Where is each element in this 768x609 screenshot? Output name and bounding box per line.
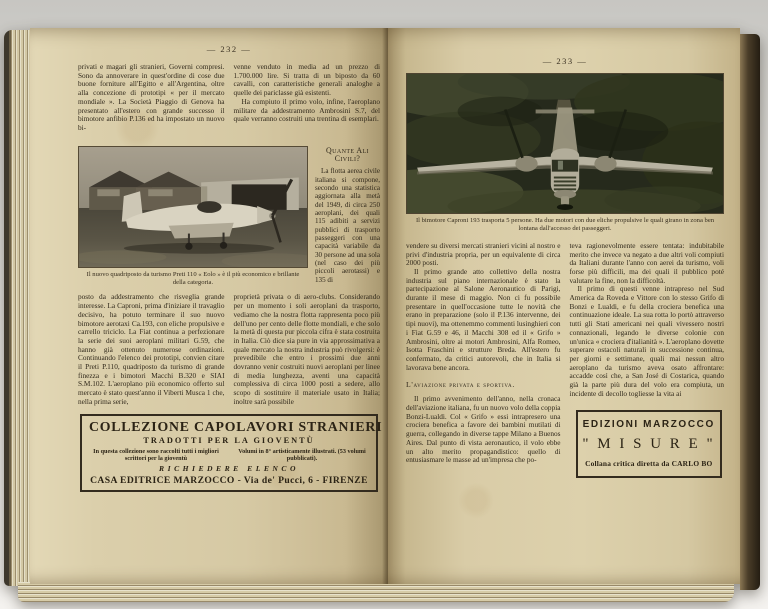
ad-misure-subtitle: Collana critica diretta da CARLO BO — [585, 459, 713, 469]
book-page-stack-left — [4, 30, 30, 586]
paragraph: venne venduto in media ad un prezzo di 1.700.000 lire. Si tratta di un biposto da 60 cavalli, con caratteristiche generali analoghe a quelle dei pariclasse già esistenti. — [233, 62, 380, 98]
open-book — [4, 22, 760, 604]
top-text-columns — [78, 63, 380, 133]
ad-box-misure — [576, 410, 723, 478]
paragraph: teva ragionevolmente essere tentata: indubitabile merito che invece va negato a due altri voli compiuti da Italiani durante l'anno con aerei da turismo, voli forse più difficili, ma dei quali il pubblico poté valutare la fine, non la difficoltà. — [569, 240, 724, 285]
bottom-column-2 — [234, 293, 381, 406]
page-233 — [388, 28, 740, 584]
ad-box-collezione — [80, 414, 383, 493]
paragraph: privati e magari gli stranieri, Governi compresi. Sono da annoverare in quest'ordine di cose due buone forniture all'Egitto e all'Argentina, oltre alla concezione di prototipi « per il mercato mondiale ». La Società Piaggio di Genova ha presentato all'estero con grande successo il bimotore anfibio P.136 ed ha impostato un nuovo bi- — [78, 62, 225, 132]
ad-collezione-subtitle: TRADOTTI PER LA GIOVENTÙ — [143, 435, 315, 445]
paragraph: posto da addestramento che risveglia grande interesse. La Caproni, prima d'iniziare il travaglio decisivo, ha potuto terminare il suo nuovo bimotore aerotaxi Ca.193, con eliche propulsive e carrello triciclo. La Fiat continua a perfezionare la serie dei suoi aeroplani militari G.59, che hanno già ottenuto numerose ordinazioni. Continuando l'elenco dei prototipi, convien citare il Preti P.110, quadriposto da turismo di grande finezza e i bimotori Macchi B.320 e SIAI S.M.102. L'aeroplano più economico offerto sul mercato è stato quest'anno il Viberti Musca 1 che, nella prima serie, — [78, 292, 225, 406]
paragraph: Il primo avvenimento dell'anno, nella cronaca dell'aviazione italiana, fu un nuovo volo della coppia Bonzi-Lualdi. Col « Grifo » essi intrapresero una crociera benefica a favore dei bambini mutilati di guerra, collegando in diverse tappe Milano a Buenos Aires. Dal punto di vista aeronautico, il volo ebbe un alto merito propagandistico: quello di entusiasmare le masse ad un'impresa che po- — [406, 394, 561, 465]
bottom-column-1 — [78, 293, 225, 406]
paragraph: vendere su diversi mercati stranieri vicini al nostro e privi d'industria propria, per un equivalente di circa 2000 posti. — [406, 240, 561, 268]
paragraph: La flotta aerea civile italiana si compone, secondo una statistica aggiornata alla metà del 1949, di circa 250 aeroplani, dei quali 115 adibiti a servizi pubblici di trasporto passeggeri con una capacità variabile da 30 persone ad una sola (nel caso dei più piccoli aerotassi) e 135 di — [315, 167, 380, 284]
top-column-1 — [78, 63, 225, 133]
page-number-232: — 232 — — [206, 44, 252, 54]
photo-caproni-193 — [406, 73, 724, 233]
photo-caption-caproni-193: Il bimotore Caproni 193 trasporta 5 persone. Ha due motori con due eliche propulsive le quali girano in zona ben lontana dall'accesso dei passeggeri. — [415, 217, 715, 232]
ad-collezione-title: COLLEZIONE CAPOLAVORI STRANIERI — [89, 418, 383, 434]
ad-collezione-note-left: In questa collezione sono raccolti tutti i migliori scrittori per la gioventù — [93, 447, 219, 462]
heading-quante-ali-civili: Quante Ali Civili? — [326, 145, 369, 163]
caproni-193-airplane-illustration — [406, 73, 724, 214]
ad-misure-title: " M I S U R E " — [582, 436, 716, 453]
paragraph: proprietà privata o di aero-clubs. Considerando per un momento i soli aeroplani da trasporto, vediamo che la nostra flotta rappresenta poco più dell'uno per cento delle flotte mondiali, e che solo la metà di questa pur piccola cifra è stata costruita in Italia. Ciò dice sia pure in via approssimativa a quale mercato la nostra industria può rivolgersi: è prevedibile che entro i prossimi due anni dovranno venir costruiti nuovi aeroplani per linee di media lunghezza, aventi una capacità complessiva di circa 1000 posti a sedere, allo scopo di sostituire il materiale usato in Italia; inoltre sarà possibile — [233, 292, 380, 406]
top-column-2 — [234, 63, 381, 133]
book-page-stack-bottom — [18, 582, 734, 602]
preti-110-airplane-illustration — [78, 146, 308, 268]
right-column-2 — [570, 242, 725, 479]
ad-misure-publisher: EDIZIONI MARZOCCO — [582, 419, 715, 431]
paragraph: Ha compiuto il primo volo, infine, l'aeroplano militare da addestramento Ambrosini S.7, del quale verranno costruiti una trentina di esemplari. — [233, 96, 380, 124]
right-column-1 — [406, 242, 561, 479]
right-text-columns — [406, 242, 724, 479]
ad-collezione-notes — [89, 448, 369, 463]
photo-and-narrow-column — [78, 146, 380, 287]
page-number-233: — 233 — — [542, 56, 588, 66]
ad-collezione-note-right: Volumi in 8° artisticamente illustrati. (53 volumi pubblicati). — [238, 447, 366, 462]
paragraph: Il primo di questi venne intrapreso nel Sud America da Roveda e Vittore con lo stesso Grifo di Bonzi e Lualdi, e fu della crociera benefica una continuazione ideale. La sua rotta lo portò attraverso tutti gli Stati americani nei quali vivessero nostri connazionali, legando le diverse colonie con un'unica « crociera d'italianità ». L'aeroplano dovette superare ostacoli naturali in successione continua, per giorni e settimane, quali mai nessun altro aeroplano da turismo aveva osato affrontare: accadde così che, a San José di Costarica, quando già la parte più dura del volo era compiuta, un incidente di decollo togliesse la vita ai — [569, 284, 724, 398]
photo-preti-110 — [78, 146, 308, 287]
paragraph: Il primo grande atto collettivo della nostra industria sul piano internazionale è stato la partecipazione al Salone Aeronautico di Parigi, durante il mese di maggio. Non ci fu possibile presentare in quell'occasione tutte le novità che erano in preparazione (solo il P.136 intervenne, dei tipi nuovi), ma ottenemmo commenti lusinghieri con i Fiat G.59 e 46, il Macchi 308 ed il « Grifo » Ambrosini, oltre ai motori Ambrosini, Alfa Romeo, Isotta Fraschini e strutture Breda. All'estero fu confermato, da critici autorevoli, che in Italia si lavorava bene ancora. — [406, 266, 561, 372]
bottom-text-columns — [78, 293, 380, 406]
photo-caption-preti-110: Il nuovo quadriposto da turismo Preti 110 « Eolo » è il più economico e brillante della categoria. — [86, 270, 300, 286]
ad-collezione-publisher: CASA EDITRICE MARZOCCO - Via de' Pucci, 6 - FIRENZE — [90, 475, 368, 487]
book-cover-edge-right — [740, 34, 760, 590]
page-232 — [30, 28, 388, 584]
narrow-column — [315, 146, 380, 287]
heading-aviazione-privata-e-sportiva: L'aviazione privata e sportiva. — [406, 380, 515, 390]
ad-collezione-cta: RICHIEDERE ELENCO — [159, 464, 299, 474]
